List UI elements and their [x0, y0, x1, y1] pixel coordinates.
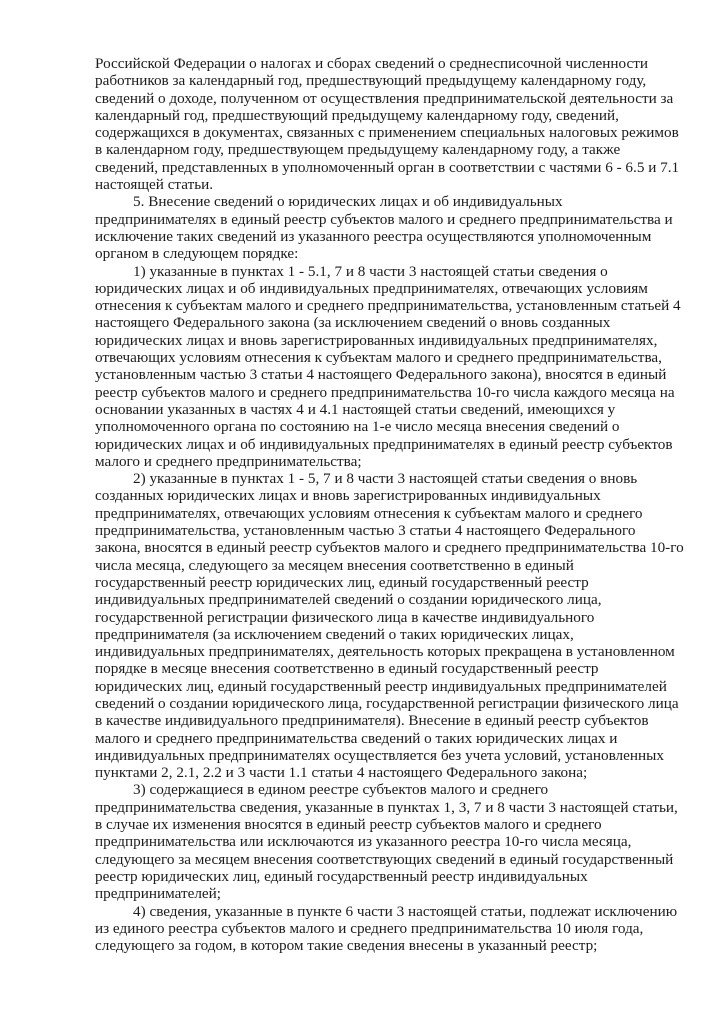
- text-line: из единого реестра субъектов малого и среднего предпринимательства 10 июля года,: [95, 919, 644, 937]
- text-line: следующего за месяцем внесения соответствующих сведений в единый государственный: [95, 850, 674, 868]
- text-line: юридических лицах и об индивидуальных предпринимателях, отвечающих условиям: [95, 279, 648, 297]
- text-line: уполномоченного органа по состоянию на 1-е число месяца внесения сведений о: [95, 418, 620, 436]
- text-line: установленным частью 3 статьи 4 настоящего Федерального закона), вносятся в единый: [95, 366, 667, 384]
- text-line: Российской Федерации о налогах и сборах сведений о среднесписочной численности: [95, 55, 649, 72]
- text-line: отнесения к субъектам малого и среднего предпринимательства, установленным статьей 4: [95, 297, 681, 315]
- text-line: предпринимательства сведения, указанные в пунктах 1, 3, 7 и 8 части 3 настоящей статьи,: [95, 798, 678, 816]
- text-line: 1) указанные в пунктах 1 - 5.1, 7 и 8 части 3 настоящей статьи сведения о: [133, 262, 608, 280]
- text-line: 5. Внесение сведений о юридических лицах и об индивидуальных: [133, 193, 563, 211]
- text-line: 4) сведения, указанные в пункте 6 части 3 настоящей статьи, подлежат исключению: [133, 902, 678, 920]
- text-line: малого и среднего предпринимательства сведений о таких юридических лицах и: [95, 729, 618, 747]
- text-line: предпринимателях в единый реестр субъектов малого и среднего предпринимательства и: [95, 210, 673, 228]
- text-line: предпринимательства или исключаются из указанного реестра 10-го числа месяца,: [95, 833, 632, 851]
- text-line: индивидуальных предпринимателей сведений о создании юридического лица,: [95, 591, 602, 609]
- text-line: государственной регистрации физического лица в качестве индивидуального: [95, 608, 595, 626]
- text-line: отвечающих условиям отнесения к субъектам малого и среднего предпринимательства,: [95, 349, 662, 367]
- paragraph-5: [95, 781, 710, 902]
- text-line: в качестве индивидуального предпринимателя). Внесение в единый реестр субъектов: [95, 712, 649, 730]
- text-line: предпринимателей;: [95, 885, 221, 903]
- text-line: содержащихся в документах, связанных с применением специальных налоговых режимов: [95, 124, 679, 142]
- paragraph-2: [95, 193, 710, 262]
- text-line: сведений о создании юридического лица, государственной регистрации физического лица: [95, 694, 679, 712]
- text-line: следующего за годом, в котором такие сведения внесены в указанный реестр;: [95, 937, 598, 955]
- text-line: настоящей статьи.: [95, 176, 214, 194]
- text-line: предпринимателях, отвечающих условиям отнесения к субъектам малого и среднего: [95, 504, 643, 522]
- text-line: в случае их изменения вносятся в единый реестр субъектов малого и среднего: [95, 816, 602, 834]
- document-text-block: [95, 55, 710, 954]
- text-line: юридических лицах и об индивидуальных предпринимателях в единый реестр субъектов: [95, 435, 673, 453]
- text-line: органом в следующем порядке:: [95, 245, 299, 263]
- text-line: предпринимательства, установленным частью 3 статьи 4 настоящего Федерального: [95, 522, 636, 540]
- text-line: 2) указанные в пунктах 1 - 5, 7 и 8 части 3 настоящей статьи сведения о вновь: [133, 470, 638, 488]
- text-line: основании указанных в частях 4 и 4.1 настоящей статьи сведений, имеющихся у: [95, 400, 616, 418]
- text-line: сведений, представленных в уполномоченный орган в соответствии с частями 6 - 6.5 и 7.1: [95, 158, 680, 176]
- text-line: исключение таких сведений из указанного реестра осуществляются уполномоченным: [95, 227, 652, 245]
- text-line: в календарном году, предшествующем предыдущему календарному году, а также: [95, 141, 621, 159]
- text-line: государственный реестр юридических лиц, единый государственный реестр: [95, 573, 589, 591]
- text-line: настоящего Федерального закона (за исключением сведений о вновь созданных: [95, 314, 611, 332]
- text-line: порядке в месяце внесения соответственно в единый государственный реестр: [95, 660, 599, 678]
- text-line: юридических лиц, единый государственный реестр индивидуальных предпринимателей: [95, 677, 667, 695]
- text-line: календарный год, предшествующий предыдущему календарному году, сведений,: [95, 106, 619, 124]
- text-line: работников за календарный год, предшествующий предыдущему календарному году,: [95, 72, 647, 90]
- text-line: юридических лицах и вновь зарегистрированных индивидуальных предпринимателях,: [95, 331, 658, 349]
- text-line: малого и среднего предпринимательства;: [95, 452, 362, 470]
- text-line: числа месяца, следующего за месяцем внесения соответственно в единый: [95, 556, 574, 574]
- paragraph-4: [95, 470, 710, 781]
- text-line: пунктами 2, 2.1, 2.2 и 3 части 1.1 статьи 4 настоящего Федерального закона;: [95, 764, 588, 782]
- text-line: сведений о доходе, полученном от осуществления предпринимательской деятельности за: [95, 89, 674, 107]
- text-line: индивидуальных предпринимателях осуществляется без учета условий, установленных: [95, 746, 664, 764]
- text-line: индивидуальных предпринимателях, деятельность которых прекращена в установленном: [95, 643, 675, 661]
- text-line: закона, вносятся в единый реестр субъектов малого и среднего предпринимательства 10-го: [95, 539, 684, 557]
- paragraph-1: [95, 55, 710, 193]
- text-line: реестр юридических лиц, единый государственный реестр индивидуальных: [95, 867, 588, 885]
- text-line: предпринимателя (за исключением сведений о таких юридических лицах,: [95, 625, 574, 643]
- paragraph-3: [95, 263, 710, 471]
- text-line: 3) содержащиеся в едином реестре субъектов малого и среднего: [133, 781, 549, 799]
- text-line: реестр субъектов малого и среднего предпринимательства 10-го числа каждого месяца на: [95, 383, 675, 401]
- paragraph-6: [95, 903, 710, 955]
- text-line: созданных юридических лицах и вновь зарегистрированных индивидуальных: [95, 487, 601, 505]
